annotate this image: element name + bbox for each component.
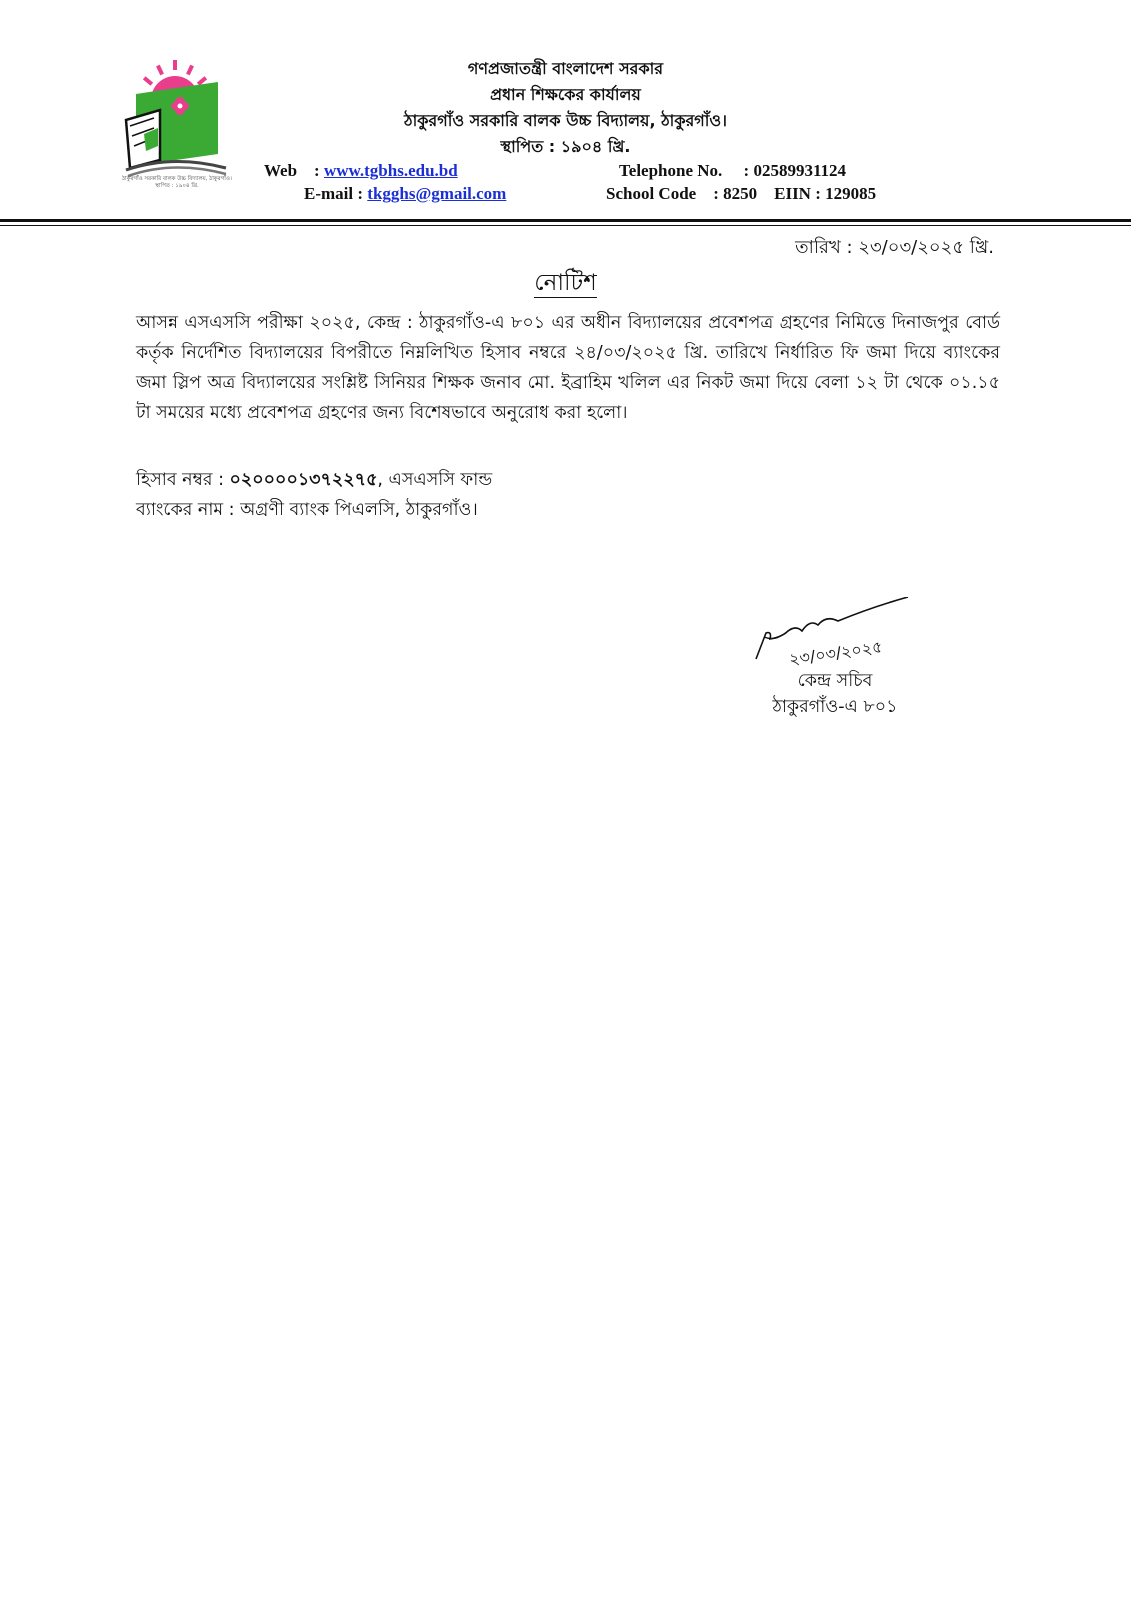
- notice-date: তারিখ : ২৩/০৩/২০২৫ খ্রি.: [795, 237, 994, 258]
- account-label: হিসাব নম্বর :: [136, 470, 230, 490]
- header-established: স্থাপিত : ১৯০৪ খ্রি.: [500, 137, 631, 156]
- telephone: Telephone No. : 02589931124: [619, 161, 847, 180]
- account-number: ০২০০০০১৩৭২২৭৫: [229, 470, 378, 490]
- header-divider-thin: [0, 225, 1131, 226]
- signature-title: কেন্দ্র সচিব: [797, 671, 873, 691]
- logo-caption-line2: স্থাপিত : ১৯০৪ খ্রি.: [155, 183, 199, 189]
- notice-title-wrap: [0, 264, 1131, 303]
- account-number-line: [136, 467, 492, 496]
- header-office: প্রধান শিক্ষকের কার্যালয়: [490, 85, 641, 104]
- web-label: Web :: [264, 161, 320, 180]
- web-row: [264, 161, 458, 181]
- web-link[interactable]: www.tgbhs.edu.bd: [323, 161, 458, 180]
- signature-scribble: [752, 597, 932, 675]
- header-school-name: ঠাকুরগাঁও সরকারি বালক উচ্চ বিদ্যালয়, ঠাকুরগাঁও।: [404, 111, 727, 130]
- logo-caption-line1: ঠাকুরগাঁও সরকারি বালক উচ্চ বিদ্যালয়, ঠাকুরগাঁও।: [122, 176, 232, 182]
- notice-body: আসন্ন এসএসসি পরীক্ষা ২০২৫, কেন্দ্র : ঠাকুরগাঁও-এ ৮০১ এর অধীন বিদ্যালয়ের প্রবেশপত্র গ্রহণের নিমিত্তে দিনাজপুর বোর্ড কর্তৃক নির্দেশিত বিদ্যালয়ের বিপরীতে নিম্নলিখিত হিসাব নম্বরে ২৪/০৩/২০২৫ খ্রি. তারিখে নির্ধারিত ফি জমা দিয়ে ব্যাংকের জমা স্লিপ অত্র বিদ্যালয়ের সংশ্লিষ্ট সিনিয়র শিক্ষক জনাব মো. ইব্রাহিম খলিল এর নিকট জমা দিয়ে বেলা ১২ টা থেকে ০১.১৫ টা সময়ের মধ্যে প্রবেশপত্র গ্রহণের জন্য বিশেষভাবে অনুরোধ করা হলো।: [136, 313, 1000, 423]
- header-divider: [0, 219, 1131, 222]
- bank-name: ব্যাংকের নাম : অগ্রণী ব্যাংক পিএলসি, ঠাকুরগাঁও।: [136, 500, 478, 520]
- email-label: E-mail :: [304, 184, 364, 203]
- signature-center: ঠাকুরগাঁও-এ ৮০১: [772, 697, 898, 717]
- signature-date: ২৩/০৩/২০২৫: [787, 637, 884, 669]
- email-row: [304, 184, 506, 204]
- school-code: School Code : 8250 EIIN : 129085: [606, 184, 877, 203]
- notice-title: নোটিশ: [534, 270, 597, 296]
- account-suffix: , এসএসসি ফান্ড: [377, 470, 493, 490]
- logo-caption: [118, 176, 236, 190]
- email-link[interactable]: tkgghs@gmail.com: [367, 184, 507, 203]
- header-govt: গণপ্রজাতন্ত্রী বাংলাদেশ সরকার: [467, 59, 664, 78]
